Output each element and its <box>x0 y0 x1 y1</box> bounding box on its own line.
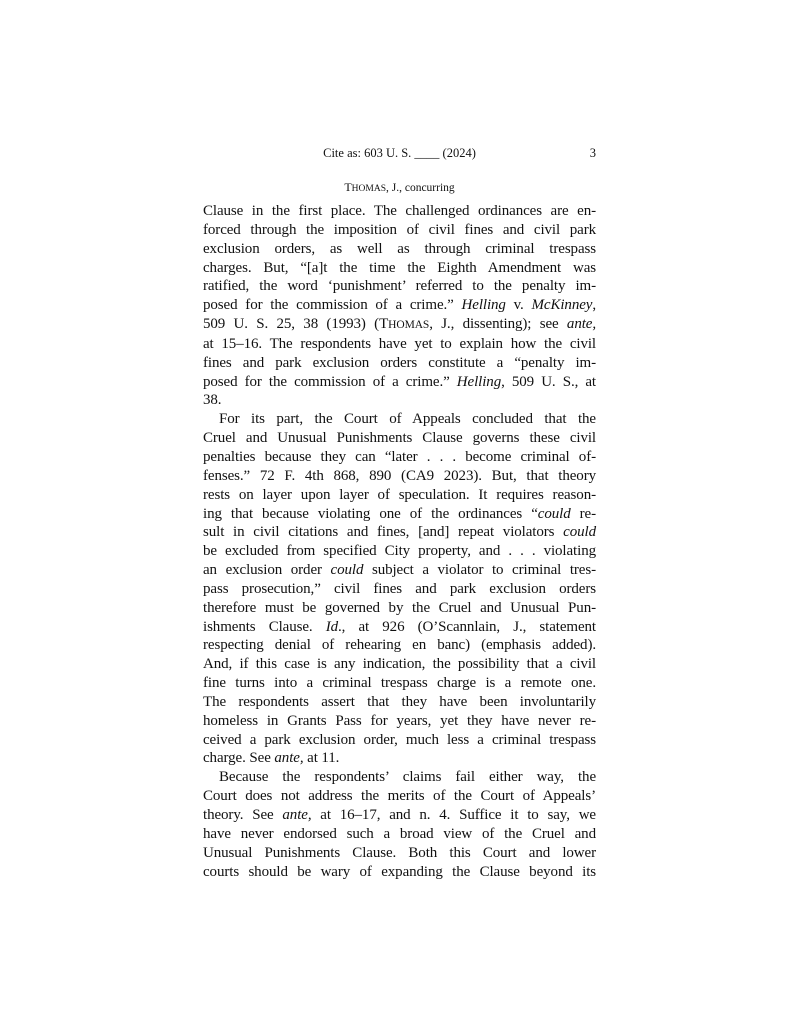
citation-header: Cite as: 603 U. S. ____ (2024) <box>323 146 476 160</box>
text-line: Unusual Punishments Clause. Both this Court and lower <box>203 844 596 861</box>
text-line: rests on layer upon layer of speculation. It requires reason- <box>203 486 596 503</box>
text-line: Cruel and Unusual Punishments Clause governs these civil <box>203 430 596 447</box>
text-line: posed for the commission of a crime.” Helling, 509 U. S., at <box>203 373 596 390</box>
text-line: charge. See ante, at 11. <box>203 750 340 767</box>
text-line: fines and park exclusion orders constitute a “penalty im- <box>203 354 596 371</box>
text-line: posed for the commission of a crime.” Helling v. McKinney, <box>203 297 596 314</box>
text-line: ing that because violating one of the ordinances “could re- <box>203 505 596 522</box>
text-line: charges. But, “[a]t the time the Eighth Amendment was <box>203 259 596 276</box>
text-line: sult in civil citations and fines, [and] repeat violators could <box>203 524 596 541</box>
text-line: 38. <box>203 392 222 409</box>
text-line: an exclusion order could subject a violator to criminal tres- <box>203 562 596 579</box>
page-number: 3 <box>589 146 596 160</box>
text-line: be excluded from specified City property, and . . . violating <box>203 543 596 560</box>
text-line: penalties because they can “later . . . become criminal of- <box>203 448 596 465</box>
text-line: pass prosecution,” civil fines and park exclusion orders <box>203 580 596 597</box>
text-line: theory. See ante, at 16–17, and n. 4. Suffice it to say, we <box>203 807 596 823</box>
text-line: courts should be wary of expanding the Clause beyond its <box>203 863 596 880</box>
paragraph <box>203 410 596 768</box>
text-line: fine turns into a criminal trespass charge is a remote one. <box>203 675 596 692</box>
running-head <box>203 146 596 164</box>
text-line: respecting denial of rehearing en banc) (emphasis added). <box>203 637 596 654</box>
text-line: For its part, the Court of Appeals concluded that the <box>219 411 596 428</box>
text-line: ceived a park exclusion order, much less a criminal trespass <box>203 731 596 748</box>
author-line: THOMAS, J., concurring <box>344 180 455 194</box>
paragraph <box>203 768 596 881</box>
text-line: ishments Clause. Id., at 926 (O’Scannlain, J., statement <box>203 618 596 635</box>
text-line: 509 U. S. 25, 38 (1993) (THOMAS, J., dissenting); see ante, <box>203 316 596 333</box>
text-line: homeless in Grants Pass for years, yet they have never re- <box>203 712 596 729</box>
text-line: The respondents assert that they have been involuntarily <box>203 693 596 710</box>
text-line: ratified, the word ‘punishment’ referred to the penalty im- <box>203 278 596 295</box>
text-line: And, if this case is any indication, the possibility that a civil <box>203 656 596 673</box>
paragraph <box>203 202 596 410</box>
text-line: fenses.” 72 F. 4th 868, 890 (CA9 2023). But, that theory <box>203 467 596 484</box>
text-line: Because the respondents’ claims fail either way, the <box>219 769 596 786</box>
text-line: Clause in the first place. The challenged ordinances are en- <box>203 203 596 219</box>
opinion-body <box>203 202 596 881</box>
text-line: at 15–16. The respondents have yet to explain how the civil <box>203 335 596 352</box>
text-line: Court does not address the merits of the Court of Appeals’ <box>203 788 596 805</box>
text-line: therefore must be governed by the Cruel and Unusual Pun- <box>203 599 596 616</box>
text-line: exclusion orders, as well as through criminal trespass <box>203 240 596 257</box>
text-line: have never endorsed such a broad view of the Cruel and <box>203 825 596 842</box>
text-line: forced through the imposition of civil fines and civil park <box>203 221 596 238</box>
